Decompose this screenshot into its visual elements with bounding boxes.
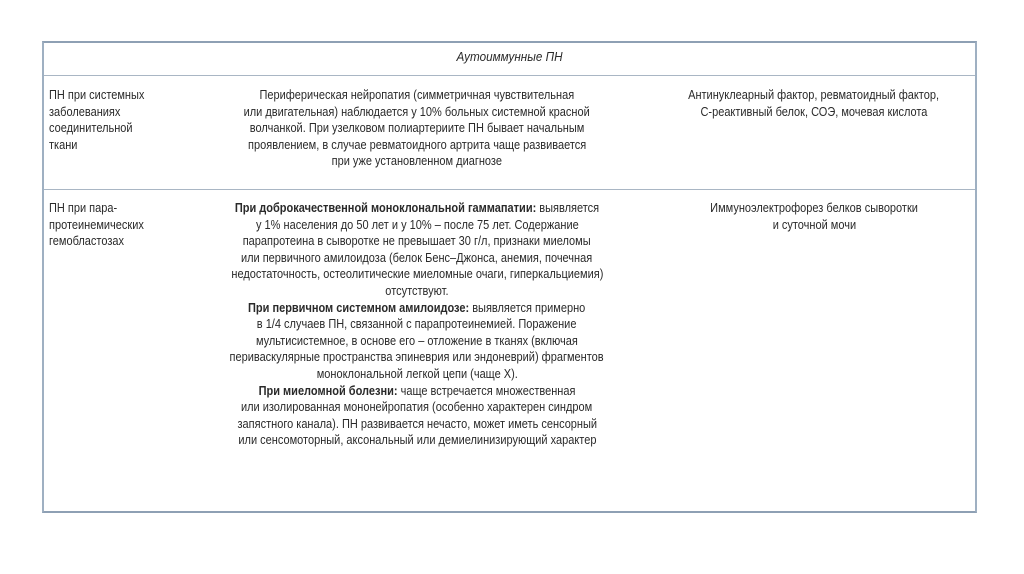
row2-condition: ПН при пара- протеинемических гемобластозах [49, 201, 144, 249]
row1-diagnostics: Антинуклеарный фактор, ревматоидный фактор, С-реактивный белок, СОЭ, мочевая кислота [688, 88, 940, 119]
row1-description: Периферическая нейропатия (симметричная чувствительная или двигательная) наблюдается у 10% больных системной красной волчанкой. При узелковом полиартериите ПН бывает начальным проявлением, в случае ревматоидного артрита чаще развивается при уже установленном диагнозе [243, 88, 591, 169]
row2-diagnostics: Иммуноэлектрофорез белков сыворотки и суточной мочи [710, 201, 918, 232]
row-divider [44, 189, 975, 190]
row2-description: При доброкачественной моноклональной гаммапатии: выявляется у 1% населения до 50 лет и у 10% – после 75 лет. Содержание парапротеина в сыворотке не превышает 30 г/л, признаки миеломы или первичного амилоидоза (белок Бенс–Джонса, анемия, почечная недостаточность, остеолитические миеломные очаги, гиперкальциемия) отсутствуют. При первичном системном амилоидозе: выявляется примерно в 1/4 случаев ПН, связанной с парапротеинемией. Поражение мультисистемное, в основе его – отложение в тканях (включая периваскулярные пространства эпиневрия или эндоневрий) фрагментов моноклональной легкой цепи (чаще X). При миеломной болезни: чаще встречается множественная или изолированная мононейропатия (особенно характерен синдром запястного канала). ПН развивается нечасто, может иметь сенсорный или сенсомоторный, аксональный или демиелинизирующий характер [229, 201, 605, 448]
row1-condition: ПН при системных заболеваниях соединительной ткани [49, 88, 145, 152]
autoimmune-pn-table [42, 41, 977, 513]
table-header: Аутоиммунные ПН [456, 49, 563, 64]
header-divider [44, 75, 975, 76]
